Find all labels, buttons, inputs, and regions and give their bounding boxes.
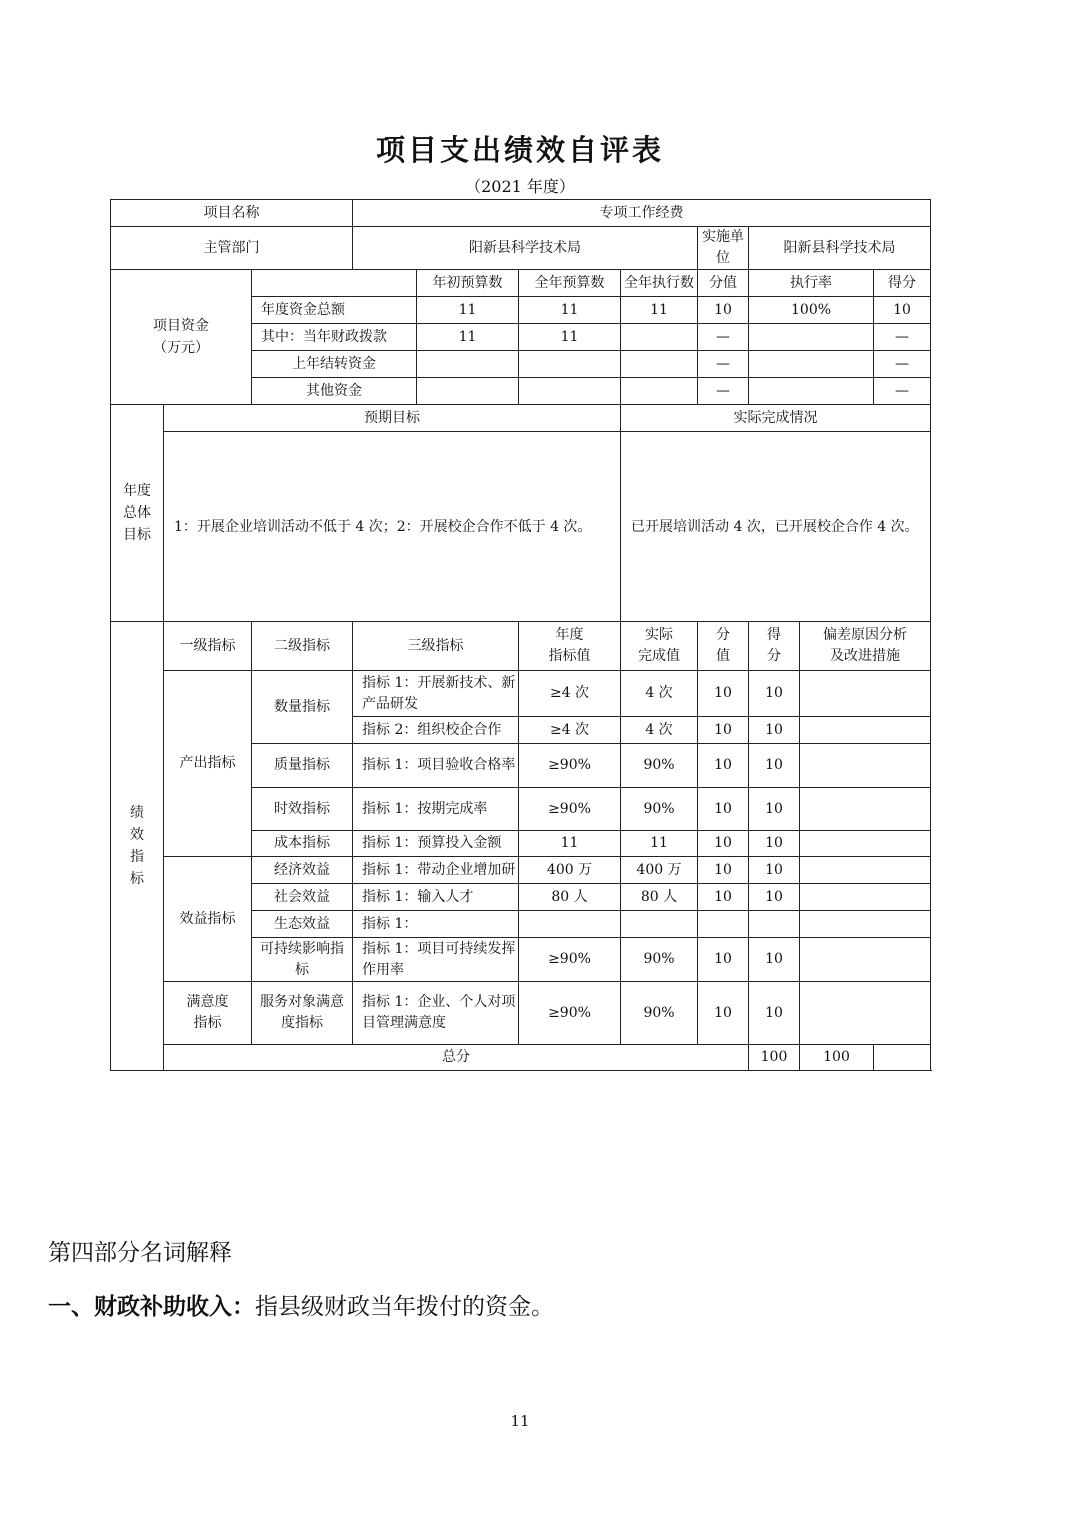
level2-sustainable: 可持续影响指标 <box>252 938 353 982</box>
funds-col-header: 分值 <box>698 270 749 297</box>
funds-cell: 11 <box>417 324 519 351</box>
perf-header: 一级指标 <box>164 622 252 671</box>
funds-cell: 10 <box>698 297 749 324</box>
got-value: 10 <box>749 857 800 884</box>
target-value: ≥90% <box>519 938 621 982</box>
funds-col-header: 年初预算数 <box>417 270 519 297</box>
annual-goal-label: 年度 总体 目标 <box>111 405 164 622</box>
expected-goal-text: 1：开展企业培训活动不低于 4 次；2：开展校企合作不低于 4 次。 <box>164 432 621 622</box>
actual-value: 90% <box>621 744 698 788</box>
got-value: 10 <box>749 938 800 982</box>
section-heading: 第四部分名词解释 <box>48 1240 232 1266</box>
table-year: （2021 年度） <box>465 177 575 196</box>
actual-value: 90% <box>621 982 698 1045</box>
level1-benefit: 效益指标 <box>164 857 252 982</box>
funds-col-header: 全年预算数 <box>519 270 621 297</box>
funds-cell: 11 <box>621 297 698 324</box>
funds-cell <box>519 351 621 378</box>
funds-cell <box>417 351 519 378</box>
level2-quality: 质量指标 <box>252 744 353 788</box>
level3-indicator: 指标 1：输入人才 <box>353 884 519 911</box>
target-value: 11 <box>519 831 621 857</box>
funds-cell <box>519 378 621 405</box>
level3-indicator: 指标 1：开展新技术、新产品研发 <box>353 671 519 717</box>
funds-cell: — <box>874 324 931 351</box>
definition-paragraph <box>48 1288 554 1321</box>
level2-social: 社会效益 <box>252 884 353 911</box>
got-value: 10 <box>749 744 800 788</box>
funds-row-label: 其他资金 <box>252 378 417 405</box>
funds-cell: 100% <box>749 297 874 324</box>
level1-output: 产出指标 <box>164 671 252 857</box>
level2-economic: 经济效益 <box>252 857 353 884</box>
funds-label: 项目资金 （万元） <box>111 270 252 405</box>
perf-header: 偏差原因分析 及改进措施 <box>800 622 931 671</box>
expected-goal-header: 预期目标 <box>164 405 621 432</box>
dept-value: 阳新县科学技术局 <box>353 227 698 270</box>
actual-value: 80 人 <box>621 884 698 911</box>
funds-header-blank <box>252 270 417 297</box>
deviation-note <box>800 744 931 788</box>
perf-header: 三级指标 <box>353 622 519 671</box>
page-number: 11 <box>510 1412 530 1430</box>
funds-cell: — <box>874 351 931 378</box>
level3-indicator: 指标 1： <box>353 911 519 938</box>
performance-self-evaluation-table <box>110 199 931 1071</box>
level2-cost: 成本指标 <box>252 831 353 857</box>
target-value: 400 万 <box>519 857 621 884</box>
definition-term: 一、财政补助收入： <box>48 1293 255 1320</box>
total-label: 总分 <box>164 1045 749 1071</box>
dept-label: 主管部门 <box>111 227 353 270</box>
actual-value: 400 万 <box>621 857 698 884</box>
target-value: ≥90% <box>519 982 621 1045</box>
target-value: ≥4 次 <box>519 671 621 717</box>
funds-cell: — <box>698 378 749 405</box>
actual-value: 4 次 <box>621 671 698 717</box>
level3-indicator: 指标 1：企业、个人对项目管理满意度 <box>353 982 519 1045</box>
got-value: 10 <box>749 671 800 717</box>
funds-col-header: 执行率 <box>749 270 874 297</box>
target-value: 80 人 <box>519 884 621 911</box>
deviation-note <box>800 911 931 938</box>
funds-cell: 10 <box>874 297 931 324</box>
funds-cell: 11 <box>417 297 519 324</box>
score-value: 10 <box>698 788 749 831</box>
target-value: ≥90% <box>519 744 621 788</box>
funds-cell <box>749 351 874 378</box>
funds-cell: 11 <box>519 297 621 324</box>
score-value: 10 <box>698 831 749 857</box>
level1-satisfaction: 满意度 指标 <box>164 982 252 1045</box>
level2-service-satisfaction: 服务对象满意度指标 <box>252 982 353 1045</box>
score-value: 10 <box>698 717 749 744</box>
funds-cell <box>417 378 519 405</box>
funds-row-label: 年度资金总额 <box>252 297 417 324</box>
score-value: 10 <box>698 938 749 982</box>
funds-cell <box>621 351 698 378</box>
funds-cell <box>621 378 698 405</box>
deviation-note <box>800 831 931 857</box>
funds-row-label: 上年结转资金 <box>252 351 417 378</box>
got-value: 10 <box>749 884 800 911</box>
deviation-note <box>800 982 931 1045</box>
score-value: 10 <box>698 884 749 911</box>
target-value: ≥4 次 <box>519 717 621 744</box>
level2-ecological: 生态效益 <box>252 911 353 938</box>
score-value <box>698 911 749 938</box>
funds-cell <box>749 324 874 351</box>
actual-value: 90% <box>621 788 698 831</box>
level3-indicator: 指标 1：预算投入金额 <box>353 831 519 857</box>
funds-cell: — <box>874 378 931 405</box>
definition-text: 指县级财政当年拨付的资金。 <box>255 1294 554 1320</box>
level3-indicator: 指标 1：按期完成率 <box>353 788 519 831</box>
level3-indicator: 指标 1：项目验收合格率 <box>353 744 519 788</box>
level2-timeliness: 时效指标 <box>252 788 353 831</box>
deviation-note <box>800 884 931 911</box>
total-note <box>874 1045 931 1071</box>
level3-indicator: 指标 2：组织校企合作 <box>353 717 519 744</box>
funds-cell: — <box>698 324 749 351</box>
score-value: 10 <box>698 671 749 717</box>
got-value <box>749 911 800 938</box>
perf-header: 得 分 <box>749 622 800 671</box>
got-value: 10 <box>749 982 800 1045</box>
score-value: 10 <box>698 744 749 788</box>
got-value: 10 <box>749 831 800 857</box>
project-name-label: 项目名称 <box>111 200 353 227</box>
got-value: 10 <box>749 717 800 744</box>
actual-value: 4 次 <box>621 717 698 744</box>
project-name-value: 专项工作经费 <box>353 200 931 227</box>
score-value: 10 <box>698 857 749 884</box>
table-title: 项目支出绩效自评表 <box>375 133 664 167</box>
impl-value: 阳新县科学技术局 <box>749 227 931 270</box>
got-value: 10 <box>749 788 800 831</box>
deviation-note <box>800 671 931 717</box>
funds-cell: 11 <box>519 324 621 351</box>
deviation-note <box>800 717 931 744</box>
actual-value <box>621 911 698 938</box>
performance-indicator-label: 绩 效 指 标 <box>111 622 164 1071</box>
perf-header: 实际 完成值 <box>621 622 698 671</box>
target-value: ≥90% <box>519 788 621 831</box>
impl-label: 实施单位 <box>698 227 749 270</box>
funds-row-label: 其中：当年财政拨款 <box>252 324 417 351</box>
perf-header: 二级指标 <box>252 622 353 671</box>
total-got: 100 <box>800 1045 874 1071</box>
score-value: 10 <box>698 982 749 1045</box>
perf-header: 年度 指标值 <box>519 622 621 671</box>
deviation-note <box>800 938 931 982</box>
perf-header: 分 值 <box>698 622 749 671</box>
actual-value: 11 <box>621 831 698 857</box>
level2-quantity: 数量指标 <box>252 671 353 744</box>
target-value <box>519 911 621 938</box>
funds-col-header: 得分 <box>874 270 931 297</box>
level3-indicator: 指标 1：项目可持续发挥作用率 <box>353 938 519 982</box>
deviation-note <box>800 788 931 831</box>
actual-completion-header: 实际完成情况 <box>621 405 931 432</box>
funds-cell <box>749 378 874 405</box>
actual-value: 90% <box>621 938 698 982</box>
total-score: 100 <box>749 1045 800 1071</box>
funds-col-header: 全年执行数 <box>621 270 698 297</box>
funds-cell: — <box>698 351 749 378</box>
actual-completion-text: 已开展培训活动 4 次，已开展校企合作 4 次。 <box>621 432 931 622</box>
funds-cell <box>621 324 698 351</box>
level3-indicator: 指标 1：带动企业增加研 <box>353 857 519 884</box>
deviation-note <box>800 857 931 884</box>
